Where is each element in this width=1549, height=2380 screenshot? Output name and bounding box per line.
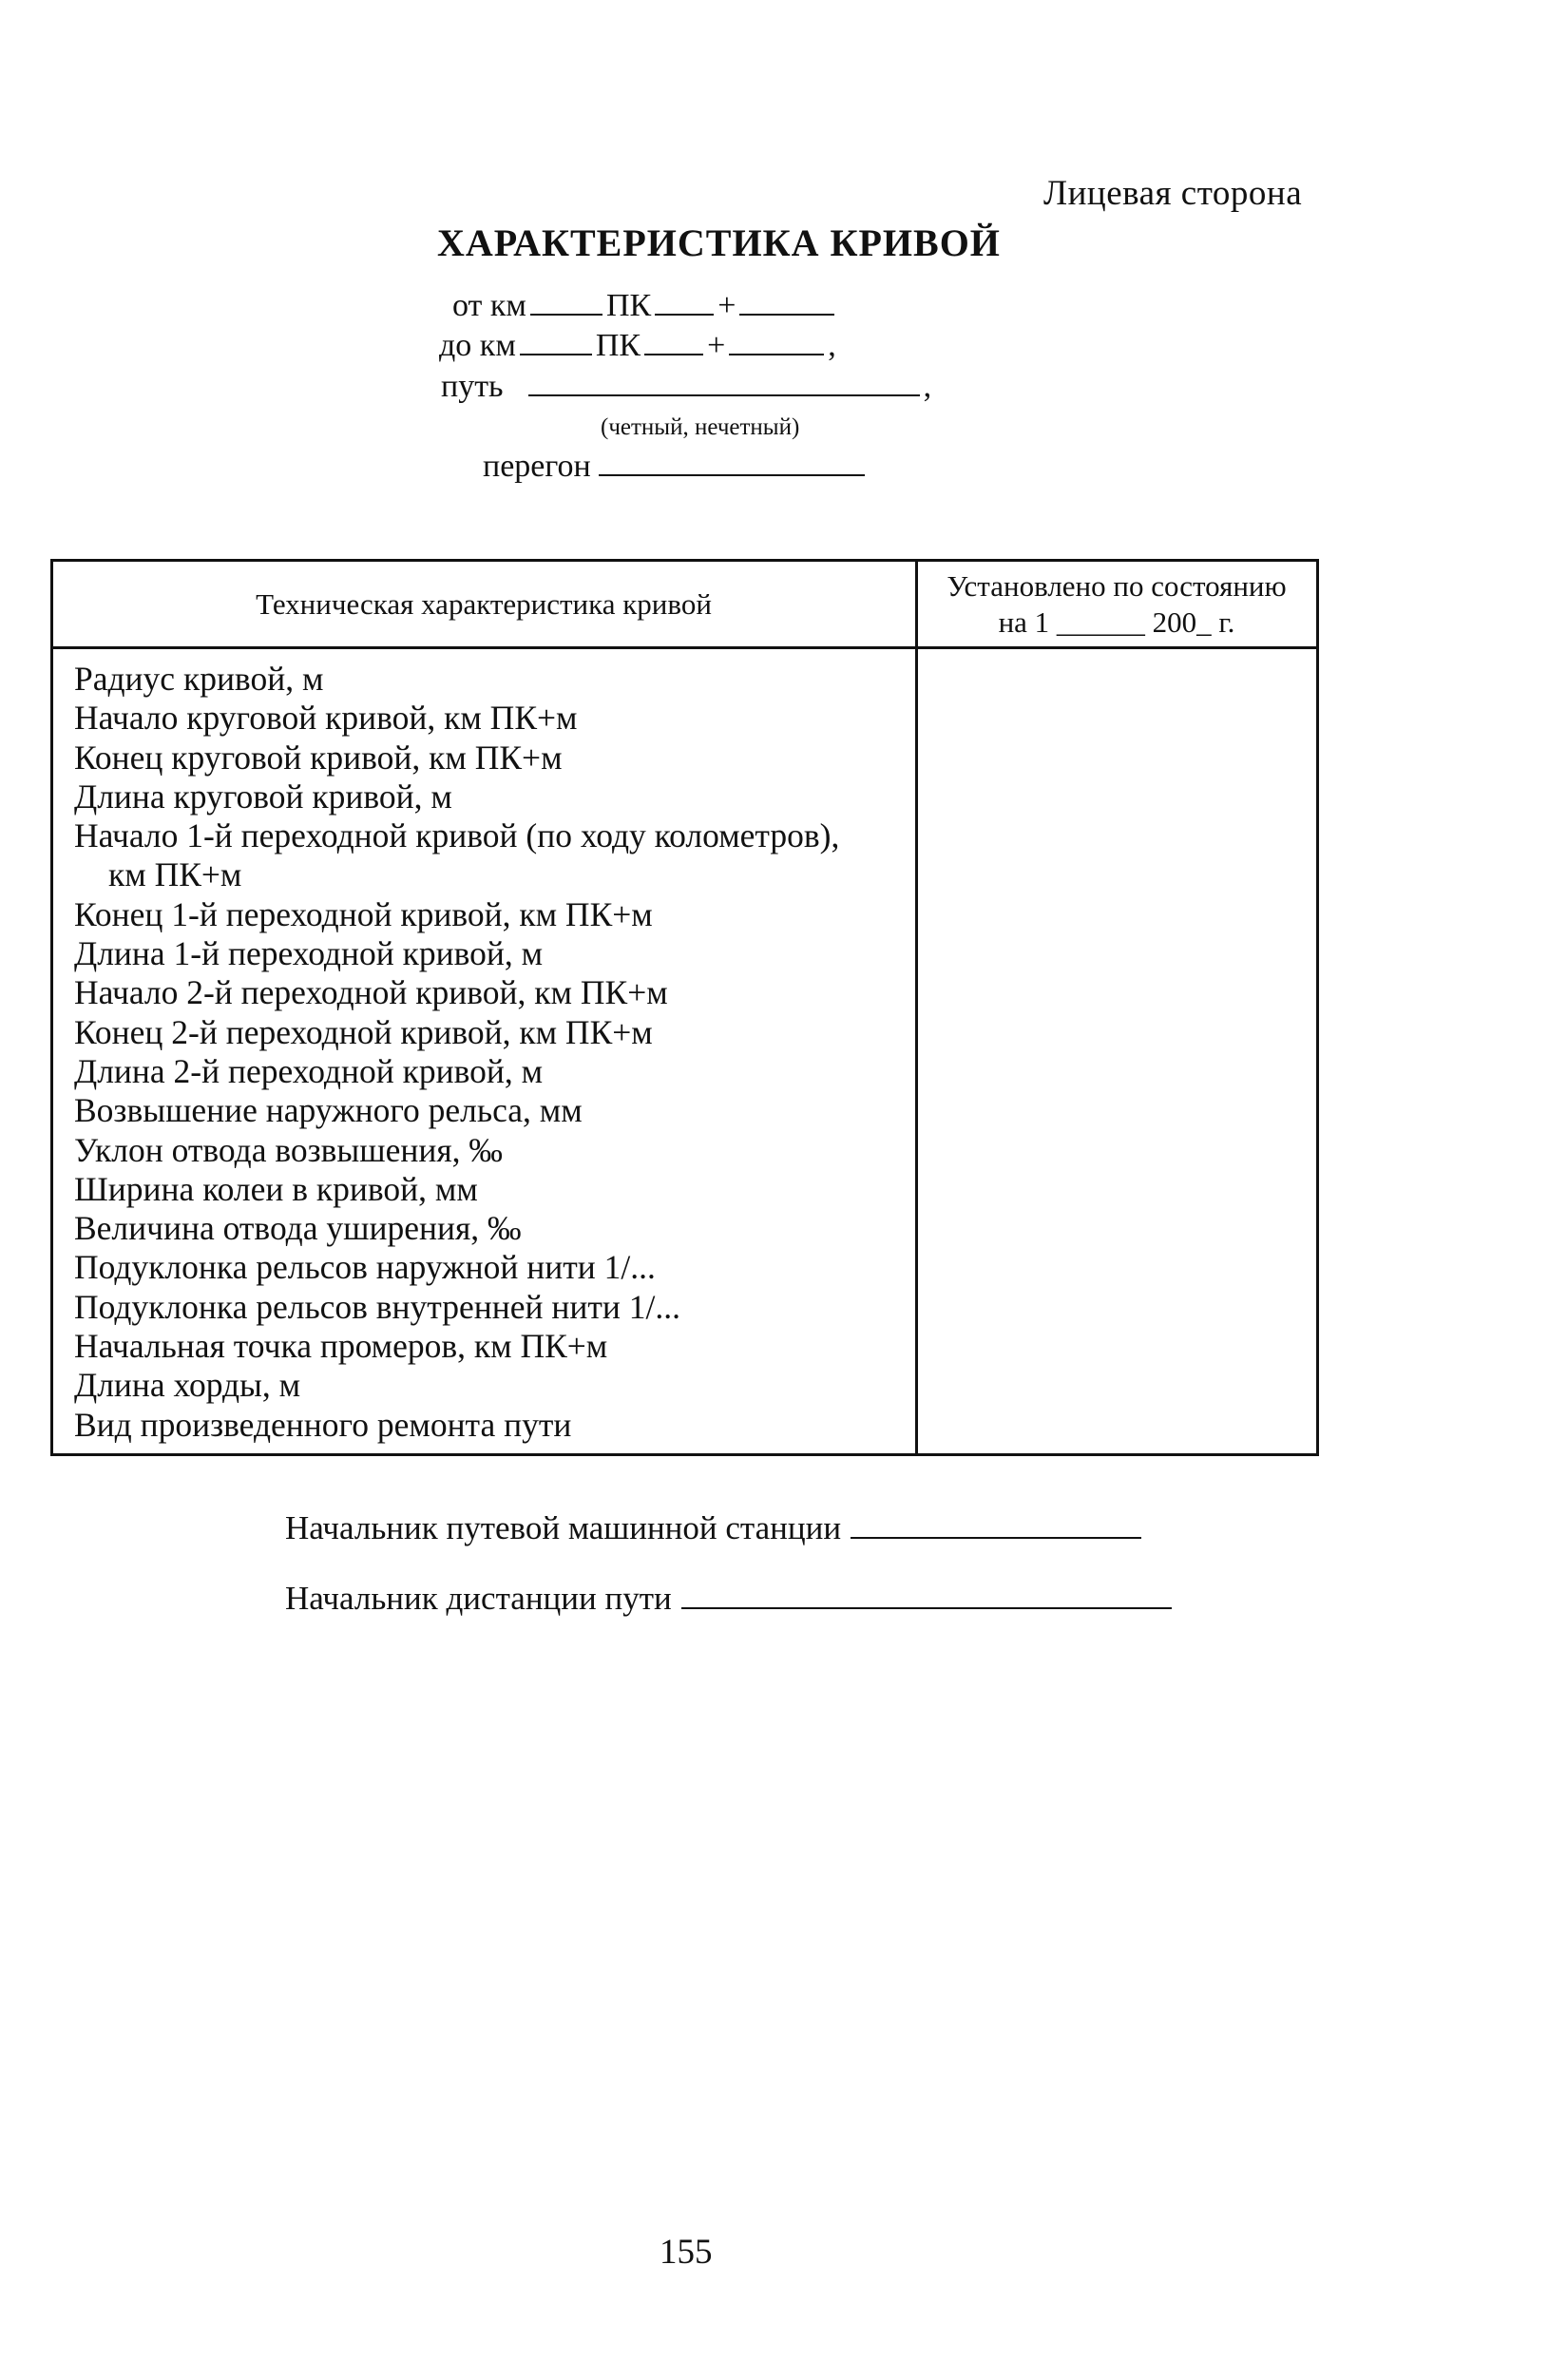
table-row: Подуклонка рельсов наружной нити 1/... <box>74 1248 656 1287</box>
from-km-blank[interactable] <box>530 289 602 316</box>
table-header-divider <box>50 646 1319 649</box>
table-row: Вид произведенного ремонта пути <box>74 1405 572 1444</box>
signature-track-distance <box>285 1580 1172 1618</box>
table-row: Возвышение наружного рельса, мм <box>74 1091 583 1130</box>
table-row: Радиус кривой, м <box>74 660 324 698</box>
table-header-state <box>918 562 1315 646</box>
page-number: 155 <box>660 2233 713 2272</box>
signature-label: Начальник дистанции пути <box>285 1580 672 1617</box>
table-row: Величина отвода уширения, ‰ <box>74 1209 522 1248</box>
to-km-field <box>439 328 836 364</box>
from-km-field <box>452 288 838 324</box>
from-pk-label: ПК <box>605 288 652 323</box>
signature-line[interactable] <box>681 1583 1172 1609</box>
to-m-blank[interactable] <box>729 329 824 355</box>
from-plus-sign: + <box>717 288 736 323</box>
side-label: Лицевая сторона <box>1043 174 1303 213</box>
table-header-characteristic: Техническая характеристика кривой <box>256 586 712 621</box>
to-km-blank[interactable] <box>520 329 592 355</box>
haul-blank[interactable] <box>599 450 865 476</box>
table-row: Длина 1-й переходной кривой, м <box>74 934 544 973</box>
track-comma: , <box>923 369 932 404</box>
table-header-state-line2: на 1 ______ 200_ г. <box>998 605 1235 639</box>
table-row: Начало 1-й переходной кривой (по ходу колометров), <box>74 816 840 855</box>
track-blank[interactable] <box>528 370 920 396</box>
table-row: Длина круговой кривой, м <box>74 777 452 816</box>
haul-label: перегон <box>483 449 591 484</box>
table-column-divider <box>915 559 918 1456</box>
table-row: Длина хорды, м <box>74 1366 301 1405</box>
table-row: Уклон отвода возвышения, ‰ <box>74 1130 503 1169</box>
table-row: Длина 2-й переходной кривой, м <box>74 1051 544 1090</box>
to-pk-blank[interactable] <box>644 329 703 355</box>
from-m-blank[interactable] <box>739 289 834 316</box>
from-pk-blank[interactable] <box>655 289 714 316</box>
track-label: путь <box>441 369 504 404</box>
table-rows <box>74 660 910 1445</box>
table-header-state-line1: Установлено по состоянию <box>947 568 1287 603</box>
table-row: Начало круговой кривой, км ПК+м <box>74 699 578 738</box>
haul-field <box>483 449 869 485</box>
signature-line[interactable] <box>851 1512 1141 1539</box>
to-pk-label: ПК <box>595 328 641 363</box>
table-row-continuation: км ПК+м <box>108 855 242 894</box>
to-km-label: до км <box>439 328 516 363</box>
track-field <box>441 369 931 405</box>
table-row: Ширина колеи в кривой, мм <box>74 1169 478 1208</box>
signature-label: Начальник путевой машинной станции <box>285 1509 842 1546</box>
from-km-label: от км <box>452 288 526 323</box>
signature-track-machine-station <box>285 1509 1141 1547</box>
table-row: Конец 1-й переходной кривой, км ПК+м <box>74 894 653 933</box>
track-note: (четный, нечетный) <box>601 414 800 440</box>
table-row: Подуклонка рельсов внутренней нити 1/... <box>74 1287 680 1326</box>
table-row: Конец круговой кривой, км ПК+м <box>74 738 563 777</box>
to-plus-sign: + <box>707 328 726 363</box>
table-row: Конец 2-й переходной кривой, км ПК+м <box>74 1012 653 1051</box>
table-row: Начало 2-й переходной кривой, км ПК+м <box>74 973 668 1012</box>
document-title: ХАРАКТЕРИСТИКА КРИВОЙ <box>437 221 1001 264</box>
table-row: Начальная точка промеров, км ПК+м <box>74 1327 608 1366</box>
to-comma: , <box>828 328 836 363</box>
